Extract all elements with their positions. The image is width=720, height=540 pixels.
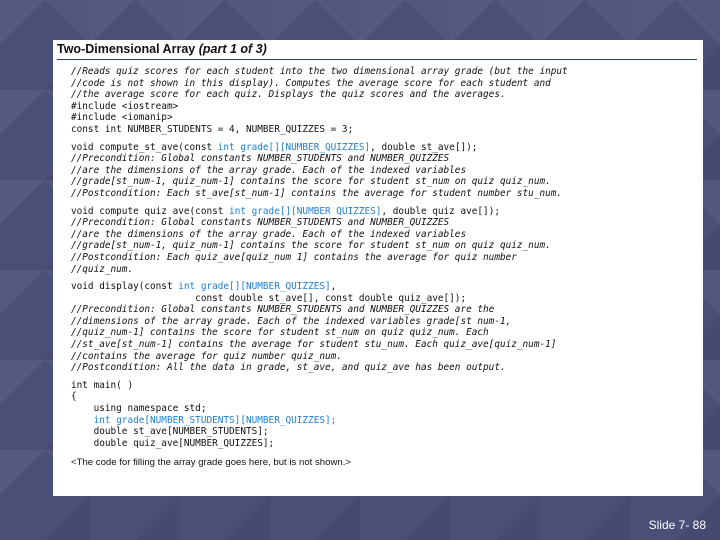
code-line: //quiz_num-1] contains the score for student st_num on quiz quiz_num. Each — [71, 327, 489, 339]
code-listing — [71, 66, 697, 449]
code-line: //Postcondition: Each st_ave[st_num-1] contains the average for student number stu_num. — [71, 187, 563, 199]
code-line — [71, 281, 697, 293]
code-line: //are the dimensions of the array grade. Each of the indexed variables — [71, 228, 467, 240]
code-text-span — [71, 415, 94, 426]
code-line: double st_ave[NUMBER_STUDENTS]; — [71, 426, 269, 438]
code-text-span: void display(const — [71, 281, 179, 293]
code-line: //Postcondition: All the data in grade, st_ave, and quiz_ave has been output. — [71, 362, 506, 374]
slide-title-main: Two-Dimensional Array — [57, 42, 199, 56]
code-line: //the average score for each quiz. Displays the quiz scores and the averages. — [71, 89, 506, 101]
code-line: double quiz_ave[NUMBER_QUIZZES]; — [71, 437, 275, 449]
code-text-span: , double quiz ave[]); — [381, 205, 500, 217]
code-line: //st_ave[st_num-1] contains the average for student stu_num. Each quiz_ave[quiz_num-1] — [71, 339, 557, 351]
code-line: //Reads quiz scores for each student into the two dimensional array grade (but the input — [71, 66, 568, 77]
code-line: //Postcondition: Each quiz_ave[quiz_num 1] contains the average for quiz number — [71, 251, 517, 263]
slide-content-panel — [53, 40, 703, 496]
code-line: #include <iostream> — [71, 100, 179, 112]
code-line: int main( ) — [71, 379, 134, 391]
code-keyword-span: int grade[][NUMBER QUIZZES] — [229, 205, 382, 217]
code-footnote: <The code for filling the array grade goes here, but is not shown.> — [71, 457, 351, 469]
code-line: const double st_ave[], const double quiz_ave[]); — [71, 292, 467, 304]
code-line: #include <iomanip> — [71, 112, 173, 124]
code-line: { — [71, 391, 77, 403]
code-line: //are the dimensions of the array grade. Each of the indexed variables — [71, 164, 467, 176]
code-text-span: void compute quiz ave(const — [71, 205, 230, 217]
code-line: //Precondition: Global constants NUMBER_STUDENTS and NUMBER_QUIZZES — [71, 217, 450, 229]
slide-number: Slide 7- 88 — [648, 518, 706, 532]
code-line: //Precondition: Global constants NUMBER_STUDENTS and NUMBER_QUIZZES are the — [71, 304, 495, 316]
code-line: const int NUMBER_STUDENTS = 4, NUMBER_QUIZZES = 3; — [71, 123, 354, 135]
slide-title — [57, 42, 697, 60]
code-line: //dimensions of the array grade. Each of the indexed variables grade[st num-1, — [71, 315, 512, 327]
code-text-span: void compute_st_ave(const — [71, 141, 218, 153]
code-line: //contains the average for quiz number quiz_num. — [71, 350, 342, 362]
code-line: //Precondition: Global constants NUMBER_STUDENTS and NUMBER_QUIZZES — [71, 153, 450, 165]
code-keyword-span: int grade[NUMBER_STUDENTS][NUMBER_QUIZZES]; — [93, 414, 337, 426]
code-keyword-span: int grade[][NUMBER_QUIZZES] — [217, 141, 371, 153]
code-text-span: , double st_ave[]); — [370, 141, 478, 153]
code-line — [71, 206, 697, 218]
code-line: //quiz_num. — [71, 263, 134, 275]
code-line: using namespace std; — [71, 403, 207, 415]
code-text-span: , — [330, 281, 337, 293]
code-line — [71, 142, 697, 154]
code-line: //grade[st_num-1, quiz_num-1] contains the score for student st_num on quiz quiz_num. — [71, 240, 551, 252]
code-line: //code is not shown in this display). Computes the average score for each student and — [71, 77, 551, 89]
code-line — [71, 415, 697, 427]
code-keyword-span: int grade[][NUMBER_QUIZZES] — [178, 281, 331, 293]
slide-title-part: (part 1 of 3) — [198, 42, 267, 56]
code-line: //grade[st_num-1, quiz_num-1] contains the score for student st_num on quiz quiz_num. — [71, 176, 551, 188]
